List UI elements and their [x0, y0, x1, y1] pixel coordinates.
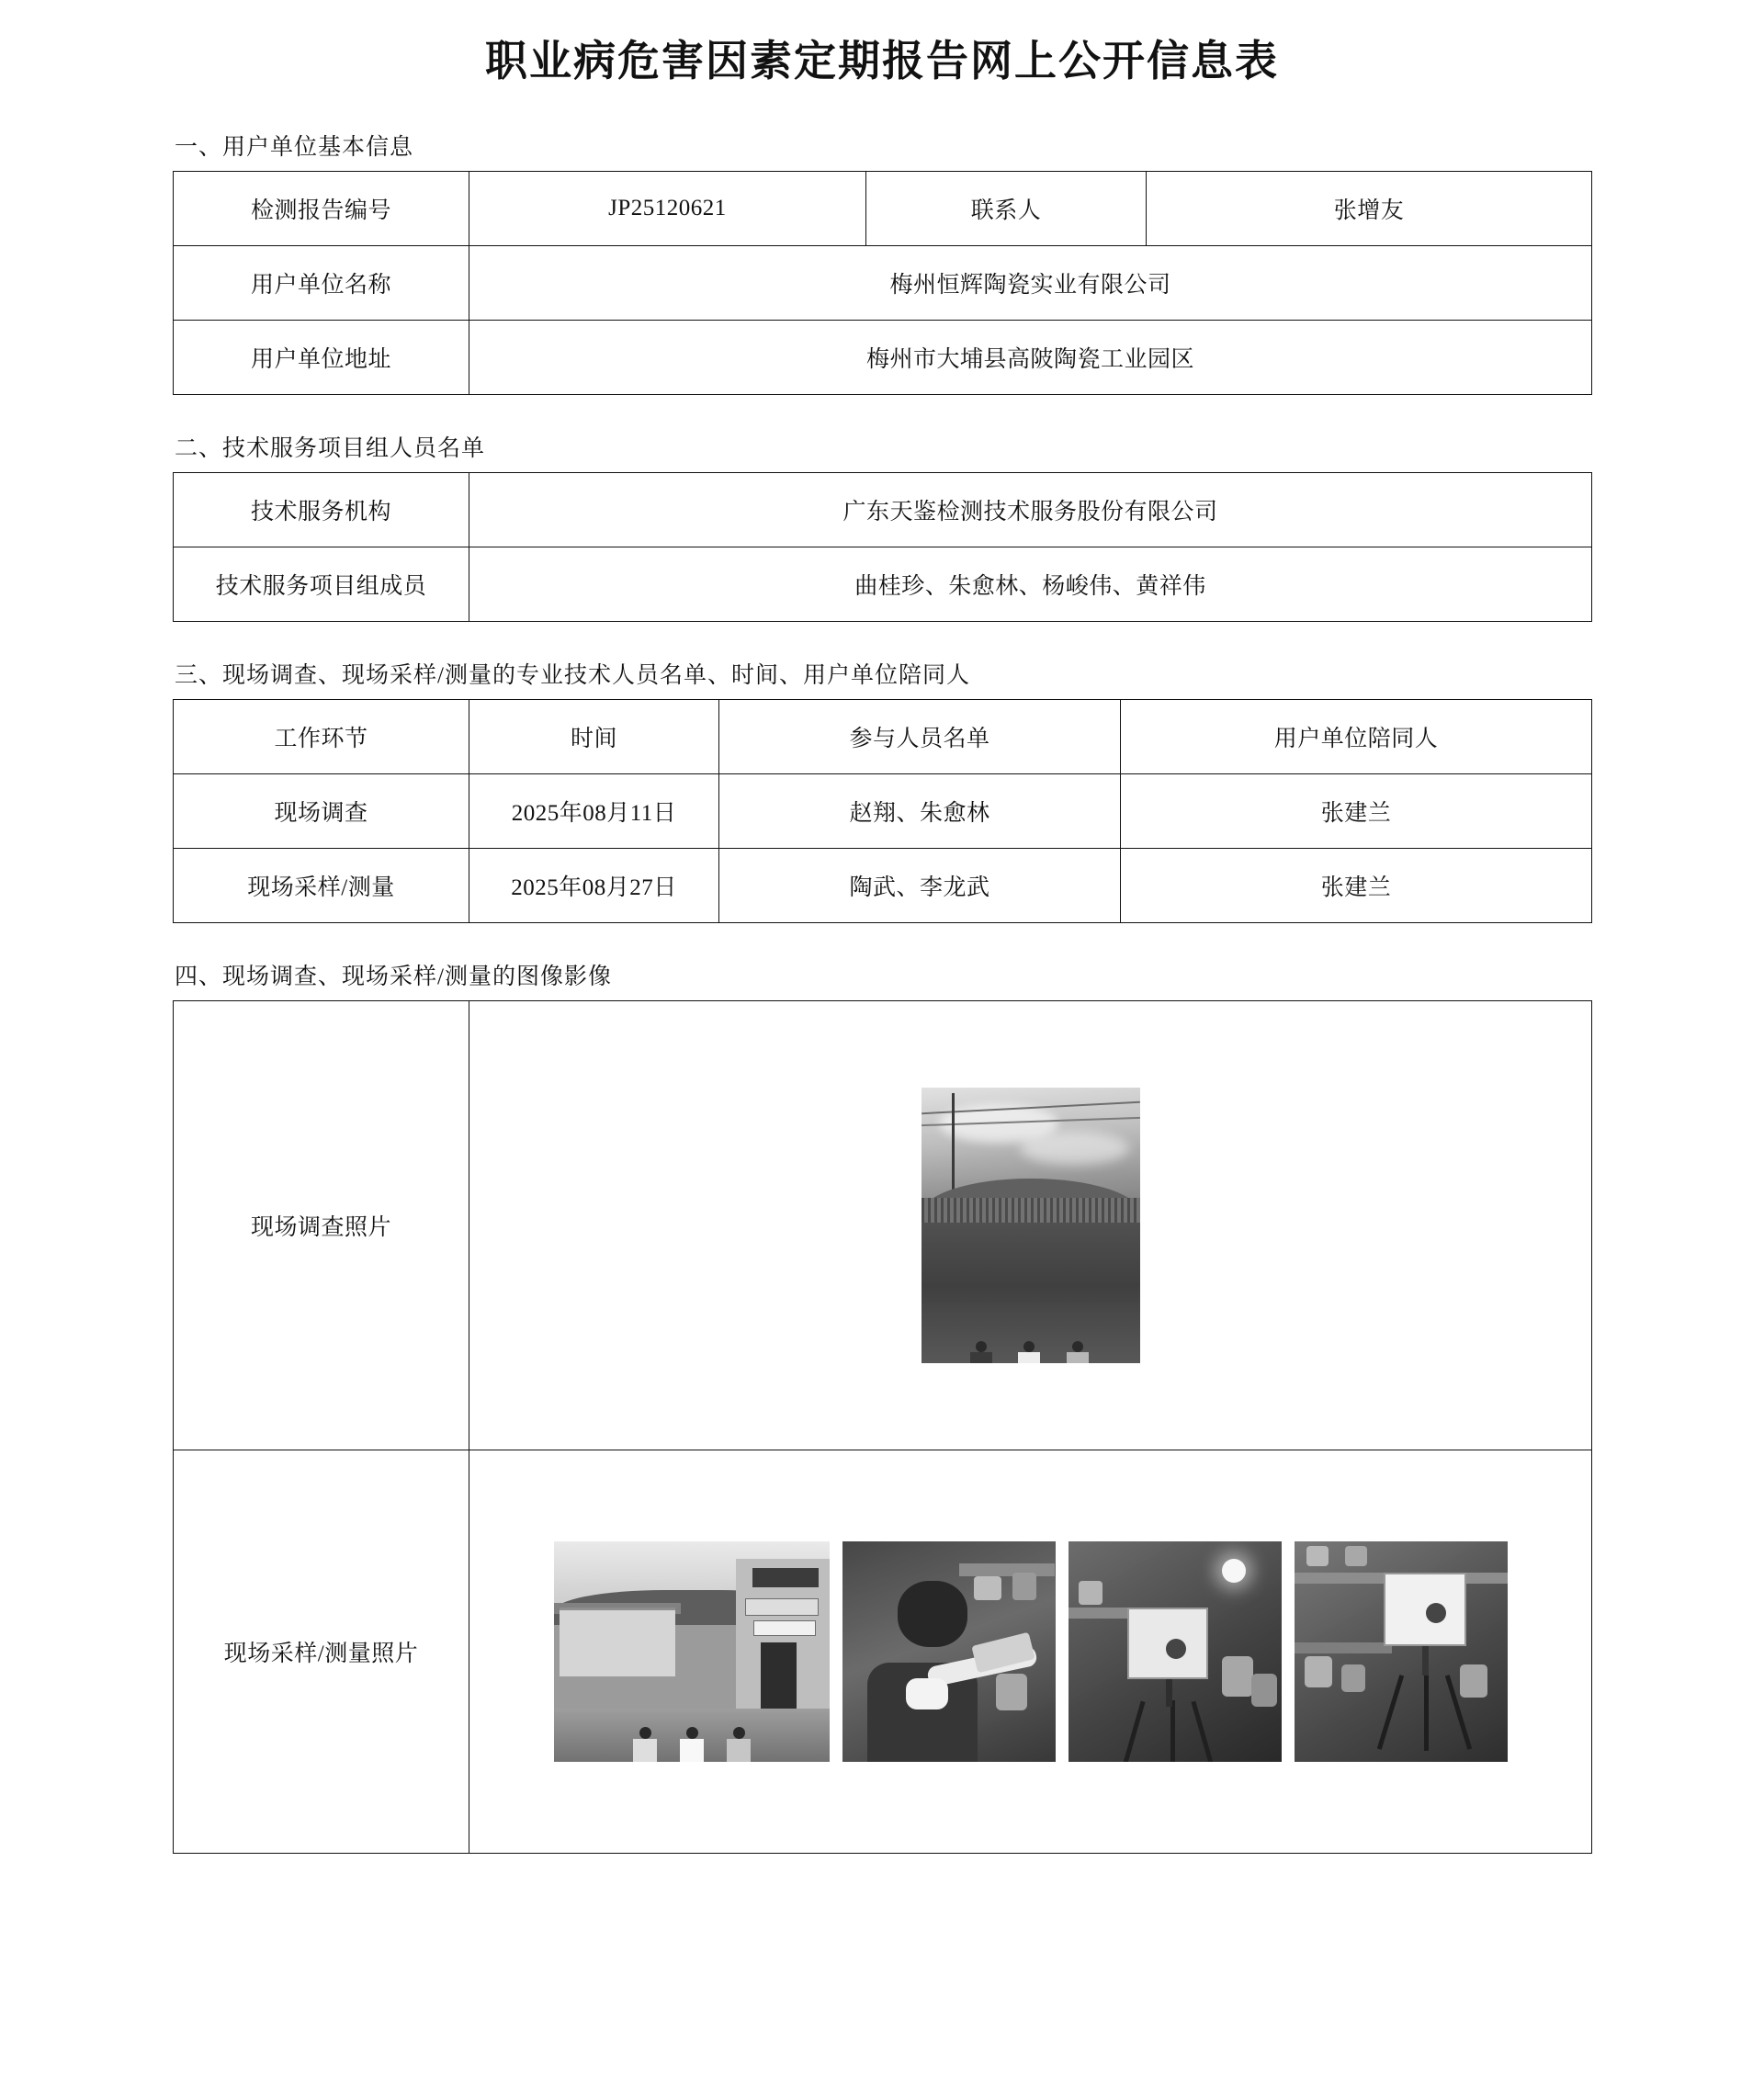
section-basic-info: [0, 129, 1764, 395]
section2-heading: 二、技术服务项目组人员名单: [175, 436, 486, 461]
contact-person-label: 联系人: [866, 172, 1147, 246]
worker-handheld-instrument-photo: [842, 1541, 1056, 1762]
service-org-label: 技术服务机构: [174, 473, 469, 547]
col-accompanying-person: 用户单位陪同人: [1121, 700, 1592, 774]
sampling-instrument-tripod-photo-2: [1295, 1541, 1508, 1762]
sampling-photo-row: [477, 1541, 1584, 1762]
photos-table: [173, 1000, 1592, 1854]
sampling-photo-label: 现场采样/测量照片: [174, 1450, 469, 1854]
cell-work-stage: 现场采样/测量: [174, 849, 469, 923]
col-date: 时间: [469, 700, 719, 774]
fieldwork-table: [173, 699, 1592, 923]
service-team-table: [173, 472, 1592, 622]
basic-info-table: [173, 171, 1592, 395]
col-participants: 参与人员名单: [719, 700, 1121, 774]
service-org-value: 广东天鉴检测技术服务股份有限公司: [469, 473, 1592, 547]
cell-date: 2025年08月11日: [469, 774, 719, 849]
survey-photo-row: [477, 1088, 1584, 1363]
contact-person-value: 张增友: [1147, 172, 1592, 246]
table-row: [174, 321, 1592, 395]
section-service-team: [0, 430, 1764, 622]
table-row: [174, 849, 1592, 923]
factory-entrance-group-photo: [554, 1541, 830, 1762]
col-work-stage: 工作环节: [174, 700, 469, 774]
report-number-value: JP25120621: [469, 172, 866, 246]
cell-work-stage: 现场调查: [174, 774, 469, 849]
section-photos: [0, 958, 1764, 1854]
table-row: [174, 547, 1592, 622]
sampling-instrument-tripod-photo-1: [1069, 1541, 1282, 1762]
cell-participants: 陶武、李龙武: [719, 849, 1121, 923]
sampling-photo-cell: [469, 1450, 1592, 1854]
document-page: [0, 28, 1764, 2076]
team-members-value: 曲桂珍、朱愈林、杨峻伟、黄祥伟: [469, 547, 1592, 622]
survey-photo-label: 现场调查照片: [174, 1001, 469, 1450]
table-row: [174, 246, 1592, 321]
table-row: [174, 774, 1592, 849]
cell-date: 2025年08月27日: [469, 849, 719, 923]
team-members-label: 技术服务项目组成员: [174, 547, 469, 622]
page-title: 职业病危害因素定期报告网上公开信息表: [485, 38, 1279, 85]
company-name-label: 用户单位名称: [174, 246, 469, 321]
cell-accompanying-person: 张建兰: [1121, 849, 1592, 923]
site-survey-group-photo: [922, 1088, 1140, 1363]
section1-heading: 一、用户单位基本信息: [175, 135, 414, 160]
report-number-label: 检测报告编号: [174, 172, 469, 246]
company-address-value: 梅州市大埔县高陂陶瓷工业园区: [469, 321, 1592, 395]
table-row: [174, 473, 1592, 547]
table-row: [174, 1001, 1592, 1450]
table-row: [174, 172, 1592, 246]
table-header-row: [174, 700, 1592, 774]
section4-heading: 四、现场调查、现场采样/测量的图像影像: [175, 965, 612, 989]
section3-heading: 三、现场调查、现场采样/测量的专业技术人员名单、时间、用户单位陪同人: [175, 663, 970, 688]
company-address-label: 用户单位地址: [174, 321, 469, 395]
cell-participants: 赵翔、朱愈林: [719, 774, 1121, 849]
cell-accompanying-person: 张建兰: [1121, 774, 1592, 849]
section-fieldwork-schedule: [0, 657, 1764, 923]
company-name-value: 梅州恒辉陶瓷实业有限公司: [469, 246, 1592, 321]
table-row: [174, 1450, 1592, 1854]
survey-photo-cell: [469, 1001, 1592, 1450]
